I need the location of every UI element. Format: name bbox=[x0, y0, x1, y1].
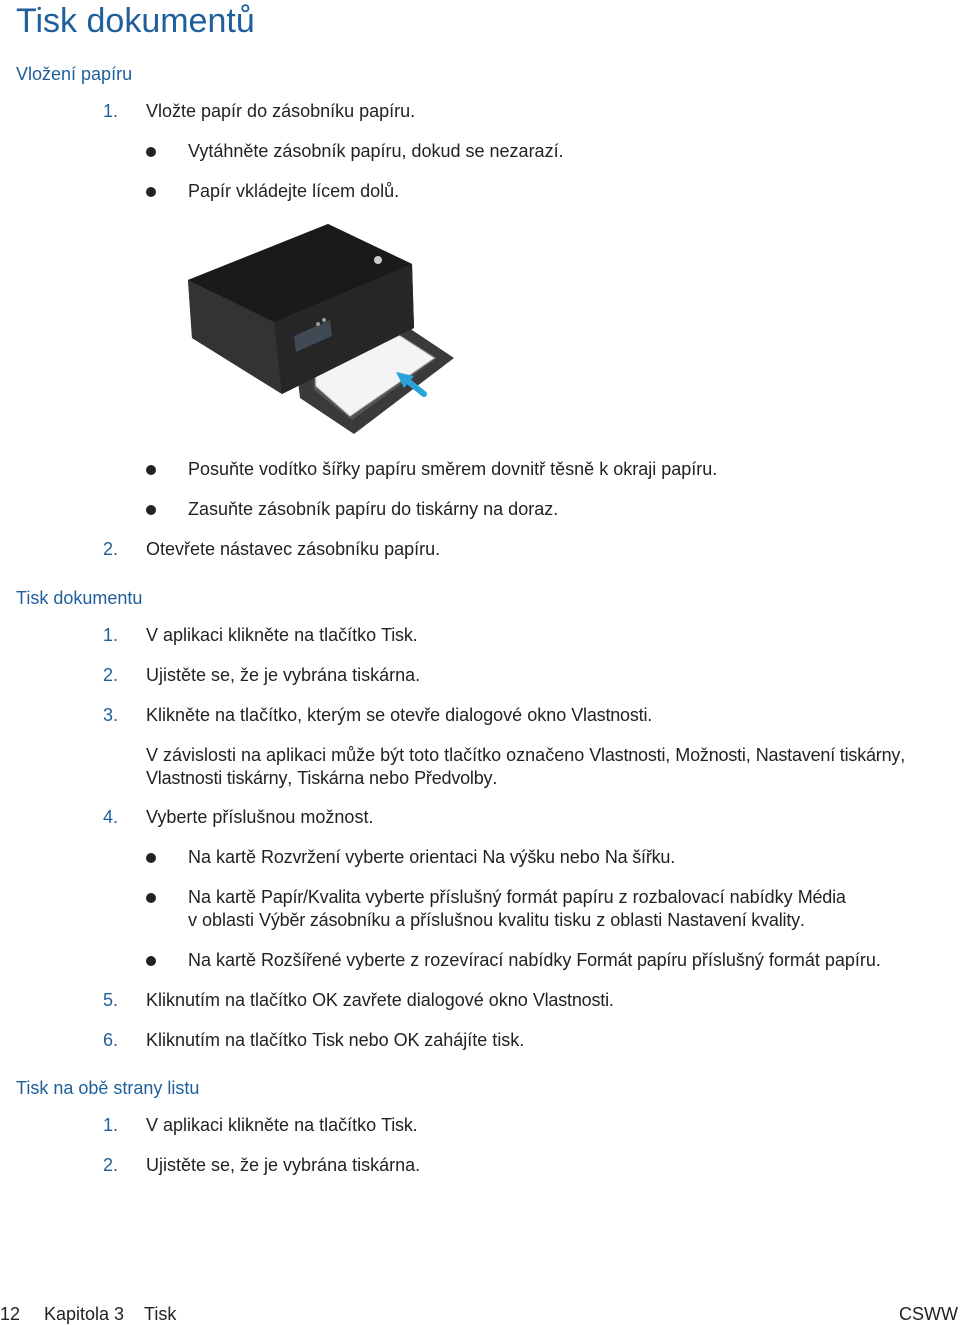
bullet bbox=[146, 853, 156, 863]
bullet-text: Na kartě Rozvržení vyberte orientaci Na výšku nebo Na šířku. bbox=[188, 847, 676, 867]
section-heading-paper-loading: Vložení papíru bbox=[16, 64, 133, 84]
step-number: 2. bbox=[103, 1155, 119, 1175]
step-number: 1. bbox=[103, 101, 119, 121]
bullet-text: Na kartě Papír/Kvalita vyberte příslušný formát papíru z rozbalovací nabídky Média v oblasti Výběr zásobníku a příslušnou kvalitu tisku z oblasti Nastavení kvality. bbox=[188, 887, 846, 930]
bullet-text: Zasuňte zásobník papíru do tiskárny na doraz. bbox=[188, 499, 559, 519]
bullet-text: Papír vkládejte lícem dolů. bbox=[188, 181, 400, 201]
step-number: 1. bbox=[103, 1115, 119, 1135]
step-text: V aplikaci klikněte na tlačítko Tisk. bbox=[146, 625, 418, 645]
step-text: Ujistěte se, že je vybrána tiskárna. bbox=[146, 665, 421, 685]
step-number: 6. bbox=[103, 1030, 119, 1050]
section-heading-duplex-print: Tisk na obě strany listu bbox=[16, 1078, 200, 1098]
footer-chapter-title: Tisk bbox=[144, 1304, 177, 1324]
bullet bbox=[146, 465, 156, 475]
step-text: Kliknutím na tlačítko Tisk nebo OK zahájíte tisk. bbox=[146, 1030, 525, 1050]
bullet-text: Na kartě Rozšířené vyberte z rozevírací nabídky Formát papíru příslušný formát papíru. bbox=[188, 950, 881, 970]
footer-chapter: Kapitola 3 bbox=[44, 1304, 125, 1324]
step-text: V aplikaci klikněte na tlačítko Tisk. bbox=[146, 1115, 418, 1135]
bullet bbox=[146, 956, 156, 966]
step-text: Ujistěte se, že je vybrána tiskárna. bbox=[146, 1155, 421, 1175]
step-number: 1. bbox=[103, 625, 119, 645]
step-text: Vložte papír do zásobníku papíru. bbox=[146, 101, 416, 121]
ui-term: Vlastnosti bbox=[571, 705, 648, 725]
bullet-text: Vytáhněte zásobník papíru, dokud se nezarazí. bbox=[188, 141, 564, 161]
step-text: Vyberte příslušnou možnost. bbox=[146, 807, 374, 827]
footer-code: CSWW bbox=[899, 1304, 958, 1324]
step-number: 2. bbox=[103, 539, 119, 559]
step-note: V závislosti na aplikaci může být toto tlačítko označeno Vlastnosti, Možnosti, Nastavení tiskárny, Vlastnosti tiskárny, Tiskárna nebo Předvolby. bbox=[146, 745, 906, 788]
step-number: 4. bbox=[103, 807, 119, 827]
bullet bbox=[146, 147, 156, 157]
bullet-text: Posuňte vodítko šířky papíru směrem dovnitř těsně k okraji papíru. bbox=[188, 459, 718, 479]
step-text: Otevřete nástavec zásobníku papíru. bbox=[146, 539, 441, 559]
footer-page-number: 12 bbox=[0, 1304, 21, 1324]
bullet bbox=[146, 505, 156, 515]
step-number: 2. bbox=[103, 665, 119, 685]
section-heading-print-document: Tisk dokumentu bbox=[16, 588, 143, 608]
step-text: Kliknutím na tlačítko OK zavřete dialogové okno Vlastnosti. bbox=[146, 990, 614, 1010]
page-title: Tisk dokumentů bbox=[16, 2, 255, 40]
step-text: Klikněte na tlačítko, kterým se otevře dialogové okno Vlastnosti. bbox=[146, 705, 653, 725]
bullet bbox=[146, 893, 156, 903]
step-number: 3. bbox=[103, 705, 119, 725]
ui-term: Tisk bbox=[381, 625, 413, 645]
bullet bbox=[146, 187, 156, 197]
printer-paper-tray-illustration bbox=[182, 218, 462, 440]
step-number: 5. bbox=[103, 990, 119, 1010]
